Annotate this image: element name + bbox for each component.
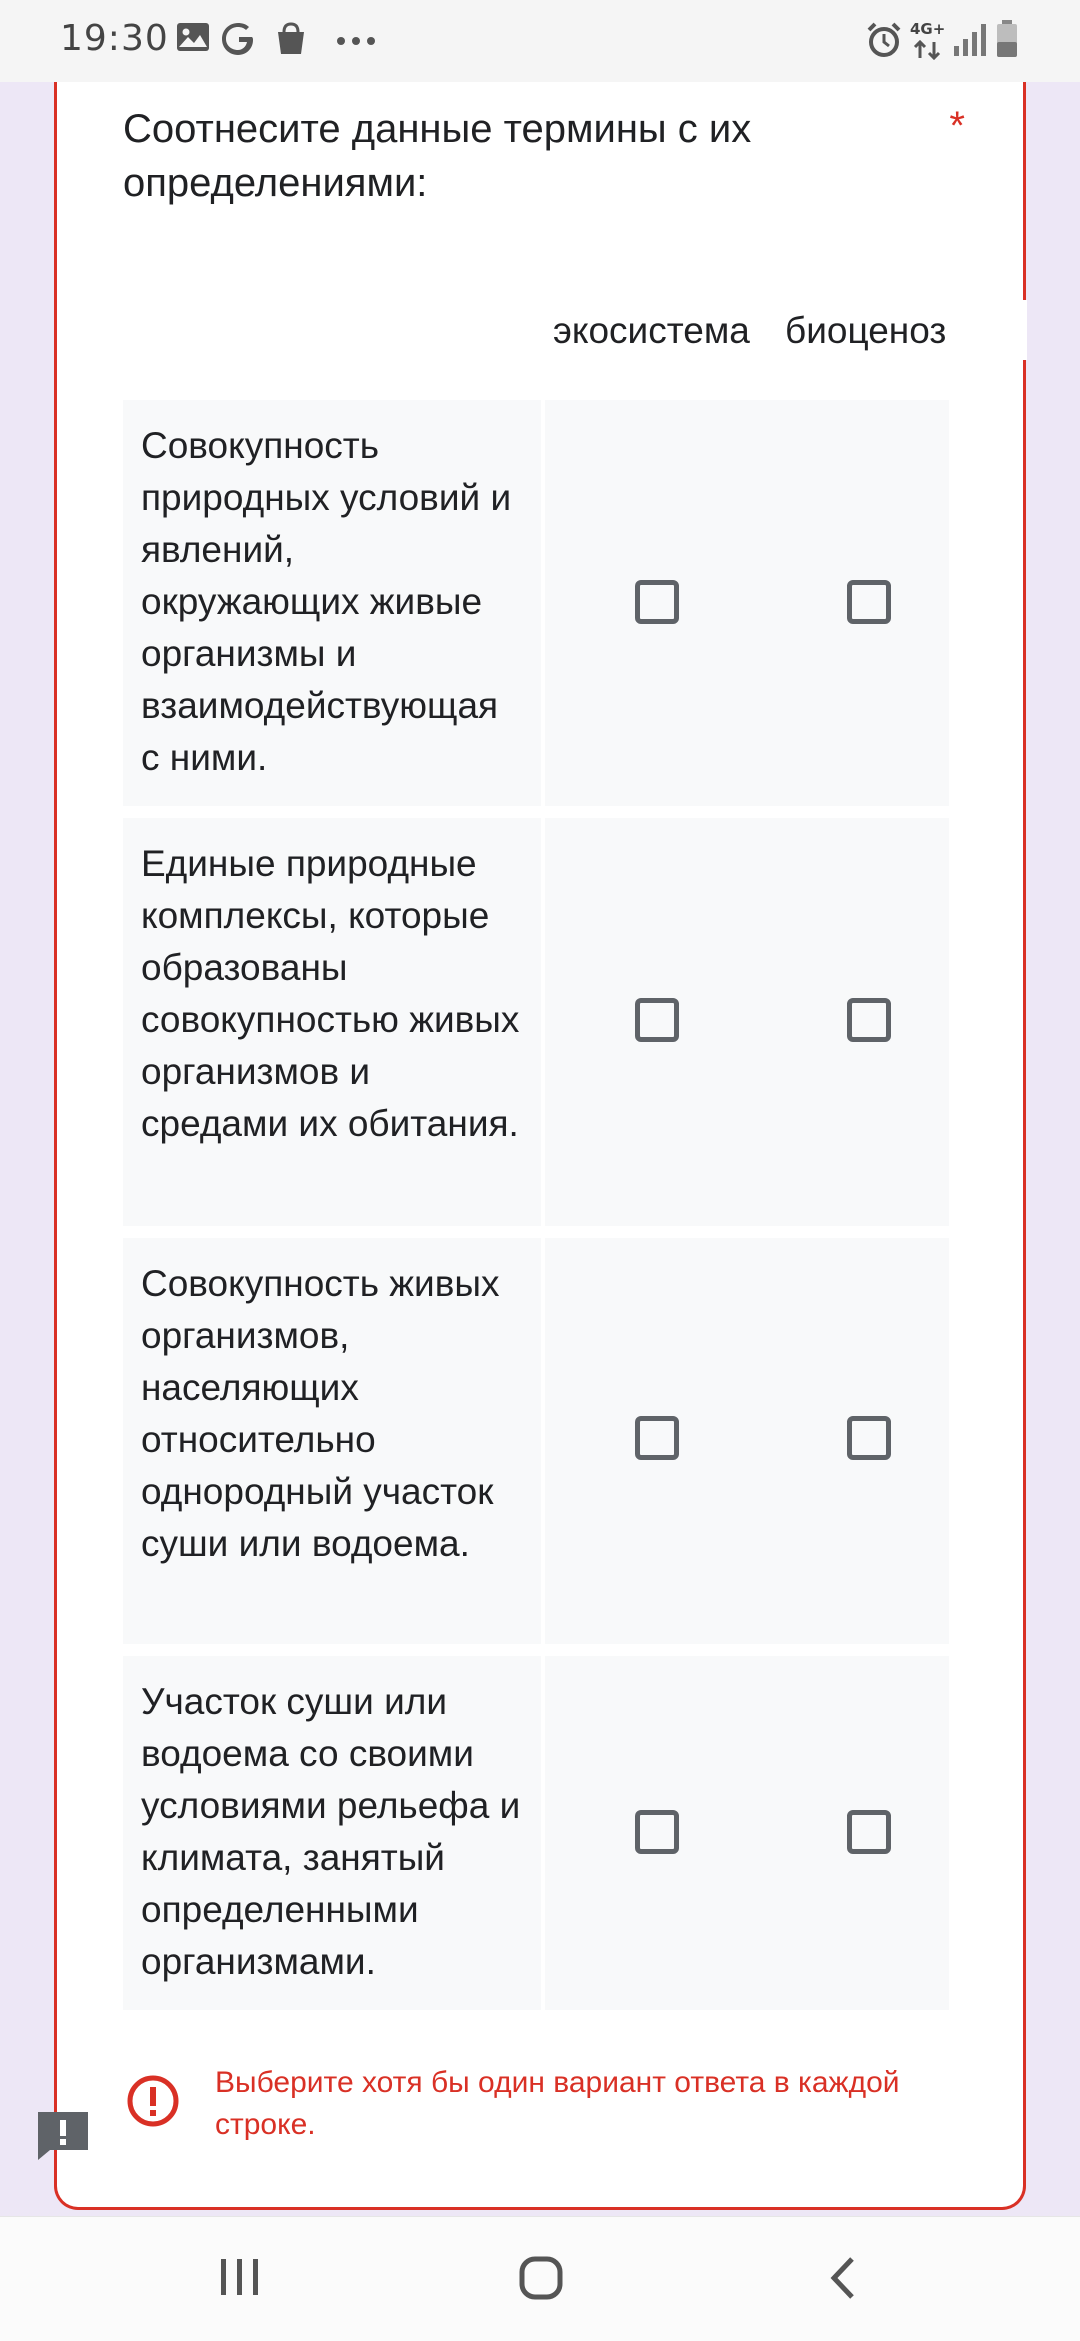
more-dots-icon	[336, 36, 376, 46]
row-label: Совокупность природных условий и явлений, окружающих живые организмы и взаимодействующая с ними.	[141, 425, 512, 778]
checkbox-row1-ecosystem[interactable]	[635, 580, 679, 624]
question-card	[54, 40, 1026, 2210]
error-message: Выберите хотя бы один вариант ответа в каждой строке.	[215, 2066, 900, 2141]
home-icon[interactable]	[518, 2255, 564, 2301]
status-bar	[0, 0, 1080, 82]
error-icon	[126, 2074, 180, 2128]
checkbox-row4-biocenosis[interactable]	[847, 1810, 891, 1854]
checkbox-row1-biocenosis[interactable]	[847, 580, 891, 624]
navigation-bar	[0, 2216, 1080, 2341]
row-label: Единые природные комплексы, которые образованы совокупностью живых организмов и средами их обитания.	[141, 843, 520, 1144]
battery-icon	[996, 20, 1018, 58]
shopping-bag-icon	[274, 22, 308, 56]
checkbox-row2-biocenosis[interactable]	[847, 998, 891, 1042]
checkbox-row3-ecosystem[interactable]	[635, 1416, 679, 1460]
grid-row	[123, 400, 949, 806]
recent-apps-icon[interactable]	[218, 2255, 262, 2299]
row-label: Совокупность живых организмов, населяющих относительно однородный участок суши или водоема.	[141, 1263, 500, 1564]
column-header-ecosystem: экосистема	[553, 310, 750, 351]
question-title: Соотнесите данные термины с их определениями:	[123, 107, 752, 205]
required-asterisk: *	[949, 104, 965, 148]
signal-icon	[952, 22, 988, 56]
checkbox-row4-ecosystem[interactable]	[635, 1810, 679, 1854]
grid-row	[123, 818, 949, 1226]
column-header-biocenosis: биоценоз	[785, 310, 947, 351]
back-icon[interactable]	[826, 2255, 862, 2301]
row-label: Участок суши или водоема со своими условиями рельефа и климата, занятый определенными организмами.	[141, 1681, 521, 1982]
image-icon	[176, 22, 210, 52]
network-label: 4G+	[910, 20, 946, 38]
grid-row	[123, 1238, 949, 1644]
checkbox-row2-ecosystem[interactable]	[635, 998, 679, 1042]
checkbox-row3-biocenosis[interactable]	[847, 1416, 891, 1460]
network-arrows-icon	[912, 40, 942, 60]
grid-row	[123, 1656, 949, 2010]
google-icon	[222, 22, 256, 56]
status-time: 19:30	[60, 18, 169, 59]
feedback-button[interactable]	[36, 2110, 90, 2162]
alarm-icon	[866, 22, 902, 58]
